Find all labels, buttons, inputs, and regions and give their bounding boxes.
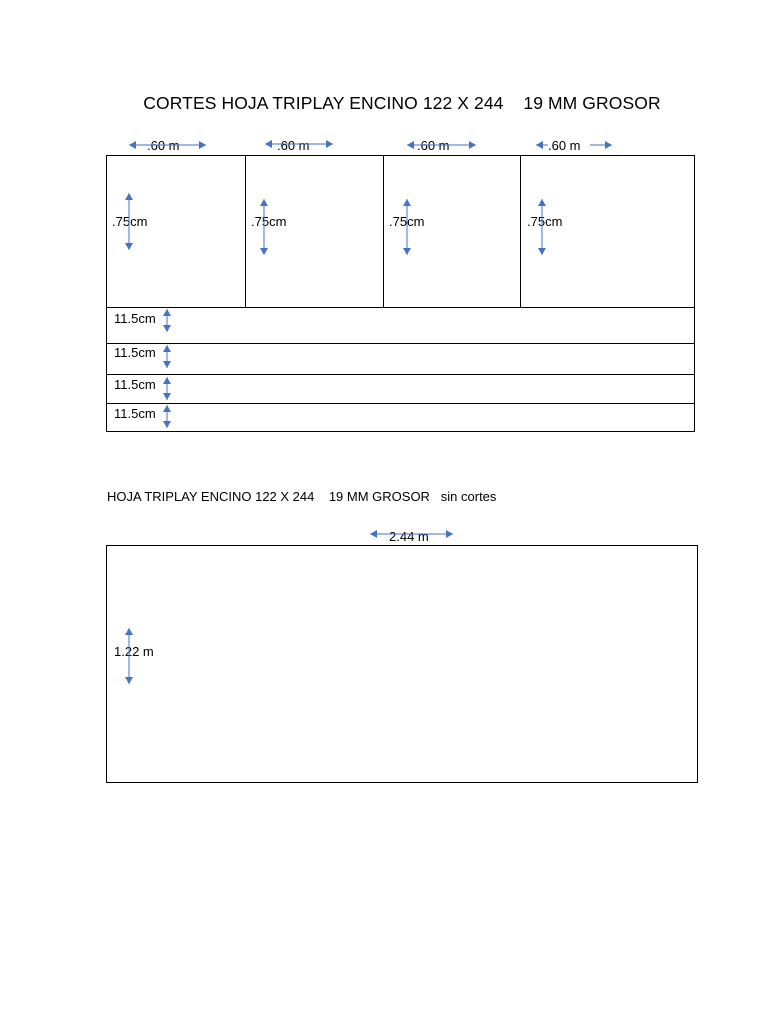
arrow-head	[163, 393, 171, 400]
arrow-head	[125, 193, 133, 200]
arrow-head	[605, 141, 612, 149]
full-sheet-width-label: 2.44 m	[389, 529, 429, 544]
panel-height-label: .75cm	[527, 214, 563, 229]
arrow-head	[163, 309, 171, 316]
arrow-head	[265, 140, 272, 148]
arrow-head	[129, 141, 136, 149]
arrow-head	[403, 248, 411, 255]
column-width-label: .60 m	[277, 138, 310, 153]
arrow-head	[163, 377, 171, 384]
full-sheet-height-label: 1.22 m	[114, 644, 154, 659]
arrow-head	[536, 141, 543, 149]
arrow-head	[469, 141, 476, 149]
arrow-head	[403, 199, 411, 206]
panel-height-label: .75cm	[251, 214, 287, 229]
strip-height-label: 11.5cm	[114, 406, 156, 421]
arrow-head	[260, 248, 268, 255]
arrow-layer	[125, 140, 612, 684]
arrow-head	[199, 141, 206, 149]
arrow-head	[407, 141, 414, 149]
arrow-head	[538, 199, 546, 206]
arrow-head	[370, 530, 377, 538]
arrow-head	[125, 677, 133, 684]
column-width-label: .60 m	[548, 138, 581, 153]
panel-height-label: .75cm	[389, 214, 425, 229]
arrow-head	[163, 345, 171, 352]
arrow-head	[163, 325, 171, 332]
arrow-head	[125, 628, 133, 635]
strip-height-label: 11.5cm	[114, 345, 156, 360]
strip-height-label: 11.5cm	[114, 311, 156, 326]
column-width-label: .60 m	[147, 138, 180, 153]
column-width-label: .60 m	[417, 138, 450, 153]
arrow-head	[260, 199, 268, 206]
arrow-head	[163, 405, 171, 412]
arrow-head	[326, 140, 333, 148]
arrow-head	[125, 243, 133, 250]
panel-height-label: .75cm	[112, 214, 148, 229]
arrow-head	[538, 248, 546, 255]
page-title: CORTES HOJA TRIPLAY ENCINO 122 X 244 19 MM GROSOR	[143, 93, 661, 113]
arrow-head	[163, 361, 171, 368]
full-sheet-title: HOJA TRIPLAY ENCINO 122 X 244 19 MM GROSOR sin cortes	[107, 489, 497, 504]
arrow-head	[163, 421, 171, 428]
arrow-head	[446, 530, 453, 538]
strip-height-label: 11.5cm	[114, 377, 156, 392]
